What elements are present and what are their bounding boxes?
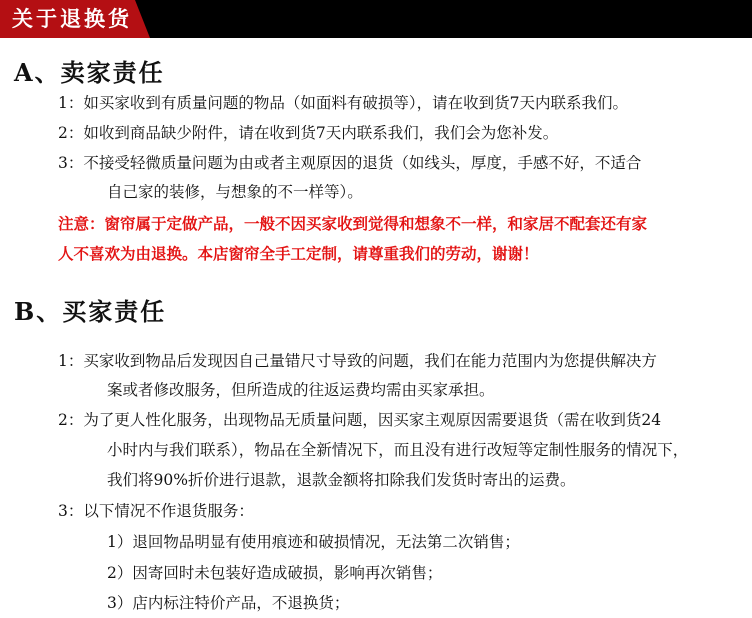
buyer-item-1: 1：买家收到物品后发现因自己量错尺寸导致的问题，我们在能力范围内为您提供解决方 [58,352,657,370]
buyer-item-2-cont-1: 小时内与我们联系），物品在全新情况下，而且没有进行改短等定制性服务的情况下， [107,441,689,459]
buyer-item-3: 3：以下情况不作退货服务： [58,502,254,520]
buyer-responsibility-title: B、买家责任 [14,297,167,326]
buyer-subitem-1: 1）退回物品明显有使用痕迹和破损情况，无法第二次销售； [107,533,520,551]
seller-note-line-1: 注意：窗帘属于定做产品，一般不因买家收到觉得和想象不一样，和家居不配套还有家 [58,214,648,233]
seller-note-line-2: 人不喜欢为由退换。本店窗帘全手工定制，请尊重我们的劳动，谢谢！ [58,244,539,263]
buyer-item-1-cont: 案或者修改服务，但所造成的往返运费均需由买家承担。 [107,381,495,399]
buyer-item-2: 2：为了更人性化服务，出现物品无质量问题，因买家主观原因需要退货（需在收到货24 [58,411,662,429]
seller-item-3-cont: 自己家的装修，与想象的不一样等）。 [107,183,363,201]
buyer-subitem-2: 2）因寄回时未包装好造成破损，影响再次销售； [107,564,443,582]
seller-responsibility-title: A、卖家责任 [14,58,165,87]
seller-item-2: 2：如收到商品缺少附件，请在收到货7天内联系我们，我们会为您补发。 [58,124,559,142]
seller-item-3: 3：不接受轻微质量问题为由或者主观原因的退货（如线头，厚度，手感不好，不适合 [58,154,642,172]
buyer-item-2-cont-2: 我们将90%折价进行退款，退款金额将扣除我们发货时寄出的运费。 [107,471,576,489]
buyer-subitem-3: 3）店内标注特价产品，不退换货； [107,594,350,612]
page-title: 关于退换货 [12,6,132,31]
seller-item-1: 1：如买家收到有质量问题的物品（如面料有破损等），请在收到货7天内联系我们。 [58,94,628,112]
